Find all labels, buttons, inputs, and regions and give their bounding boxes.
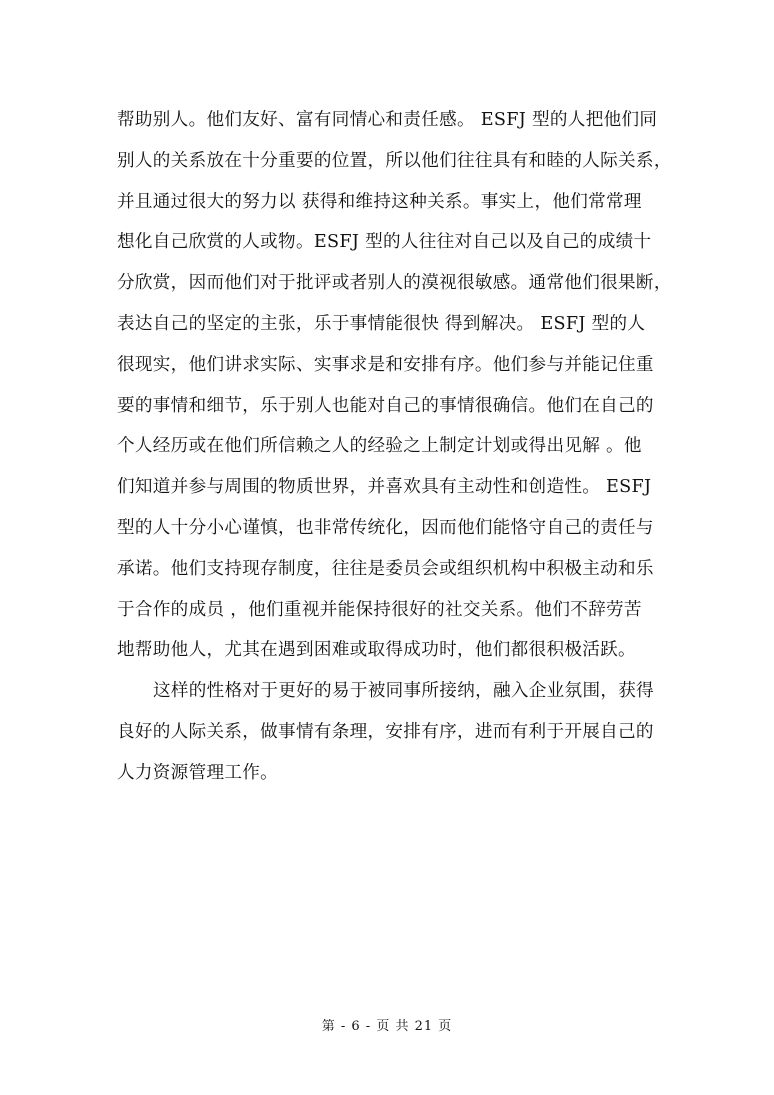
text-line: 这样的性格对于更好的易于被同事所接纳，融入企业氛围，获得 [153, 681, 655, 702]
text-line: 承诺。他们支持现存制度，往往是委员会或组织机构中积极主动和乐 [117, 558, 654, 579]
text-line: 型的人十分小心谨慎，也非常传统化，因而他们能恪守自己的责任与 [117, 517, 654, 538]
body-text [117, 100, 672, 794]
text-line: 人力资源管理工作。 [117, 762, 279, 783]
text-line: 良好的人际关系，做事情有条理，安排有序，进而有利于开展自己的 [117, 721, 654, 742]
text-line: 别人的关系放在十分重要的位置，所以他们往往具有和睦的人际关系， [117, 150, 672, 171]
paragraph-1 [117, 100, 672, 671]
paragraph-2 [117, 671, 662, 793]
page-footer: 第 - 6 - 页 共 21 页 [321, 1019, 453, 1034]
text-line: 帮助别人。他们友好、富有同情心和责任感。 ESFJ 型的人把他们同 [117, 110, 658, 130]
text-line: 个人经历或在他们所信赖之人的经验之上制定计划或得出见解 。他 [117, 436, 642, 457]
text-line: 地帮助他人，尤其在遇到困难或取得成功时，他们都很积极活跃。 [117, 640, 636, 661]
text-line: 表达自己的坚定的主张，乐于事情能很快 得到解决。 ESFJ 型的人 [117, 313, 646, 334]
text-line: 很现实，他们讲求实际、实事求是和安排有序。他们参与并能记住重 [117, 354, 654, 375]
text-line: 于合作的成员 ，他们重视并能保持很好的社交关系。他们不辞劳苦 [117, 599, 642, 620]
text-line: 们知道并参与周围的物质世界，并喜欢具有主动性和创造性。 ESFJ [117, 477, 652, 498]
text-line: 并且通过很大的努力以 获得和维持这种关系。事实上，他们常常理 [117, 191, 642, 212]
text-line: 要的事情和细节，乐于别人也能对自己的事情很确信。他们在自己的 [117, 395, 654, 416]
text-line: 想化自己欣赏的人或物。ESFJ 型的人往往对自己以及自己的成绩十 [117, 232, 652, 253]
text-line: 分欣赏，因而他们对于批评或者别人的漠视很敏感。通常他们很果断， [117, 273, 672, 294]
